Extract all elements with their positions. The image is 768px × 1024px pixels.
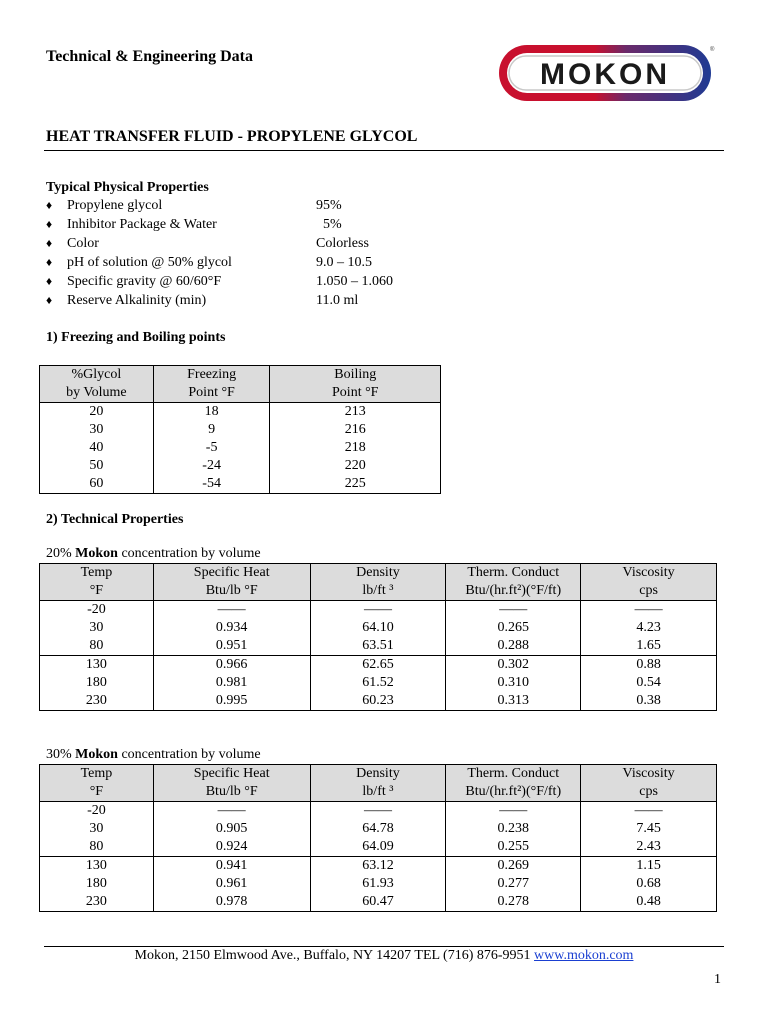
table-cell: 64.10 xyxy=(310,619,446,637)
table-cell: 64.09 xyxy=(310,838,446,857)
col-header-specific-heat: Specific Heat Btu/lb °F xyxy=(153,564,310,601)
table-row xyxy=(40,601,717,620)
col-header-density: Density lb/ft ³ xyxy=(310,765,446,802)
table-cell: 0.302 xyxy=(446,656,581,675)
table-cell: 80 xyxy=(40,838,154,857)
table-cell: 61.52 xyxy=(310,674,446,692)
diamond-bullet-icon: ♦ xyxy=(46,198,53,212)
table-cell: 80 xyxy=(40,637,154,656)
table-cell: 60.47 xyxy=(310,893,446,912)
property-label: Color xyxy=(67,236,99,251)
table-cell: 60.23 xyxy=(310,692,446,711)
col-header-specific-heat: Specific Heat Btu/lb °F xyxy=(153,765,310,802)
col-header-therm-conduct: Therm. Conduct Btu/(hr.ft²)(°F/ft) xyxy=(446,564,581,601)
table-cell: 0.978 xyxy=(153,893,310,912)
table-cell: 0.54 xyxy=(636,675,661,690)
table-cell: 0.278 xyxy=(446,893,581,912)
table-row xyxy=(40,439,441,457)
table-cell: 18 xyxy=(153,403,270,422)
col-header-viscosity: Viscosity cps xyxy=(581,564,717,601)
properties-heading: Typical Physical Properties xyxy=(46,180,209,195)
table-cell: 180 xyxy=(40,875,154,893)
table-cell: 0.269 xyxy=(446,857,581,876)
table-cell: 63.12 xyxy=(310,857,446,876)
table-cell: 30 xyxy=(40,820,154,838)
table-cell: 1.15 xyxy=(581,857,717,876)
table-cell: 61.93 xyxy=(310,875,446,893)
property-value: 9.0 – 10.5 xyxy=(316,255,372,270)
table-cell: 60 xyxy=(40,475,154,494)
table-cell: 2.43 xyxy=(636,839,661,854)
table-cell: 63.51 xyxy=(310,637,446,656)
table-row xyxy=(40,619,717,637)
table-row xyxy=(40,475,441,494)
col-header-temp: Temp °F xyxy=(40,765,154,802)
document-header-title: Technical & Engineering Data xyxy=(46,48,253,65)
table-cell: 7.45 xyxy=(636,821,661,836)
property-label: Propylene glycol xyxy=(67,198,163,213)
table-cell: —— xyxy=(153,802,310,821)
table-cell: 30 xyxy=(40,421,154,439)
freezing-section-heading: 1) Freezing and Boiling points xyxy=(46,330,226,345)
table-cell: 20 xyxy=(40,403,154,422)
table-cell: 216 xyxy=(344,422,366,437)
table-cell: 4.23 xyxy=(636,620,661,635)
property-value: 1.050 – 1.060 xyxy=(316,274,393,289)
property-label: pH of solution @ 50% glycol xyxy=(67,255,232,270)
table-cell: —— xyxy=(634,602,663,617)
property-row xyxy=(46,236,546,255)
table-cell: 230 xyxy=(40,893,154,912)
table-cell: —— xyxy=(310,802,446,821)
table-cell: 180 xyxy=(40,674,154,692)
table-cell: 0.38 xyxy=(636,693,661,708)
table-cell: 0.288 xyxy=(446,637,581,656)
title-divider xyxy=(44,150,724,151)
page-number: 1 xyxy=(714,972,721,987)
freezing-boiling-table xyxy=(39,365,441,494)
property-row xyxy=(46,217,546,236)
table-cell: 0.313 xyxy=(446,692,581,711)
property-value: 95% xyxy=(316,198,342,213)
col-header-temp: Temp °F xyxy=(40,564,154,601)
table-cell: 0.905 xyxy=(153,820,310,838)
property-value: 5% xyxy=(316,217,342,232)
table-cell: 0.68 xyxy=(636,876,661,891)
table-cell: 230 xyxy=(40,692,154,711)
diamond-bullet-icon: ♦ xyxy=(46,274,53,288)
table-row xyxy=(40,403,441,422)
property-row xyxy=(46,274,546,293)
col-header-freezing: Freezing Point °F xyxy=(153,366,270,403)
table-cell: 130 xyxy=(40,656,154,675)
table-row xyxy=(40,838,717,857)
table-cell: 0.961 xyxy=(153,875,310,893)
concentration-label-30: 30% Mokon concentration by volume xyxy=(46,747,261,762)
table-cell: 130 xyxy=(40,857,154,876)
technical-table-20 xyxy=(39,563,717,711)
table-row xyxy=(40,692,717,711)
property-value: Colorless xyxy=(316,236,369,251)
table-cell: 0.310 xyxy=(446,674,581,692)
table-cell: 0.934 xyxy=(153,619,310,637)
table-cell: 30 xyxy=(40,619,154,637)
table-cell: —— xyxy=(446,601,581,620)
logo-text: MOKON xyxy=(540,58,670,91)
property-row xyxy=(46,255,546,274)
svg-text:®: ® xyxy=(710,47,715,53)
table-cell: 220 xyxy=(344,458,366,473)
col-header-boiling: Boiling Point °F xyxy=(270,366,441,403)
table-cell: 213 xyxy=(344,404,366,419)
table-cell: 0.966 xyxy=(153,656,310,675)
diamond-bullet-icon: ♦ xyxy=(46,217,53,231)
page-title: HEAT TRANSFER FLUID - PROPYLENE GLYCOL xyxy=(46,128,418,145)
table-cell: 9 xyxy=(153,421,270,439)
property-label: Reserve Alkalinity (min) xyxy=(67,293,207,308)
table-row xyxy=(40,893,717,912)
table-cell: 40 xyxy=(40,439,154,457)
table-cell: -24 xyxy=(153,457,270,475)
table-cell: 1.65 xyxy=(636,638,661,653)
table-cell: 0.238 xyxy=(446,820,581,838)
table-cell: 0.88 xyxy=(581,656,717,675)
diamond-bullet-icon: ♦ xyxy=(46,255,53,269)
footer xyxy=(0,948,768,964)
col-header-therm-conduct: Therm. Conduct Btu/(hr.ft²)(°F/ft) xyxy=(446,765,581,802)
table-header-row xyxy=(40,564,717,601)
table-cell: 225 xyxy=(344,476,366,491)
table-cell: 0.995 xyxy=(153,692,310,711)
table-cell: 0.255 xyxy=(446,838,581,857)
table-cell: 0.277 xyxy=(446,875,581,893)
diamond-bullet-icon: ♦ xyxy=(46,236,53,250)
table-row xyxy=(40,656,717,675)
col-header-density: Density lb/ft ³ xyxy=(310,564,446,601)
footer-address: Mokon, 2150 Elmwood Ave., Buffalo, NY 14207 TEL (716) 876-9951 xyxy=(134,948,531,963)
property-label: Specific gravity @ 60/60°F xyxy=(67,274,222,289)
table-row xyxy=(40,457,441,475)
table-cell: -20 xyxy=(40,802,154,821)
table-cell: 0.981 xyxy=(153,674,310,692)
col-header-viscosity: Viscosity cps xyxy=(581,765,717,802)
concentration-label-20: 20% Mokon concentration by volume xyxy=(46,546,261,561)
table-row xyxy=(40,637,717,656)
website-link[interactable]: www.mokon.com xyxy=(534,948,634,963)
table-cell: —— xyxy=(153,601,310,620)
table-cell: 0.48 xyxy=(636,894,661,909)
table-row xyxy=(40,674,717,692)
table-row xyxy=(40,875,717,893)
table-header-row xyxy=(40,366,441,403)
property-row xyxy=(46,293,546,312)
property-label: Inhibitor Package & Water xyxy=(67,217,217,232)
mokon-logo xyxy=(496,42,716,104)
table-cell: 50 xyxy=(40,457,154,475)
table-row xyxy=(40,820,717,838)
table-cell: -54 xyxy=(153,475,270,494)
table-cell: —— xyxy=(634,803,663,818)
table-row xyxy=(40,802,717,821)
table-header-row xyxy=(40,765,717,802)
table-cell: -5 xyxy=(153,439,270,457)
table-cell: 0.265 xyxy=(446,619,581,637)
technical-table-30 xyxy=(39,764,717,912)
table-row xyxy=(40,421,441,439)
property-value: 11.0 ml xyxy=(316,293,359,308)
technical-section-heading: 2) Technical Properties xyxy=(46,512,184,527)
table-cell: 64.78 xyxy=(310,820,446,838)
footer-divider xyxy=(44,946,724,947)
diamond-bullet-icon: ♦ xyxy=(46,293,53,307)
property-row xyxy=(46,198,546,217)
table-cell: -20 xyxy=(40,601,154,620)
table-cell: 0.951 xyxy=(153,637,310,656)
table-cell: —— xyxy=(446,802,581,821)
table-cell: 62.65 xyxy=(310,656,446,675)
col-header-glycol: %Glycol by Volume xyxy=(40,366,154,403)
table-cell: —— xyxy=(310,601,446,620)
table-cell: 218 xyxy=(344,440,366,455)
table-cell: 0.941 xyxy=(153,857,310,876)
table-row xyxy=(40,857,717,876)
table-cell: 0.924 xyxy=(153,838,310,857)
